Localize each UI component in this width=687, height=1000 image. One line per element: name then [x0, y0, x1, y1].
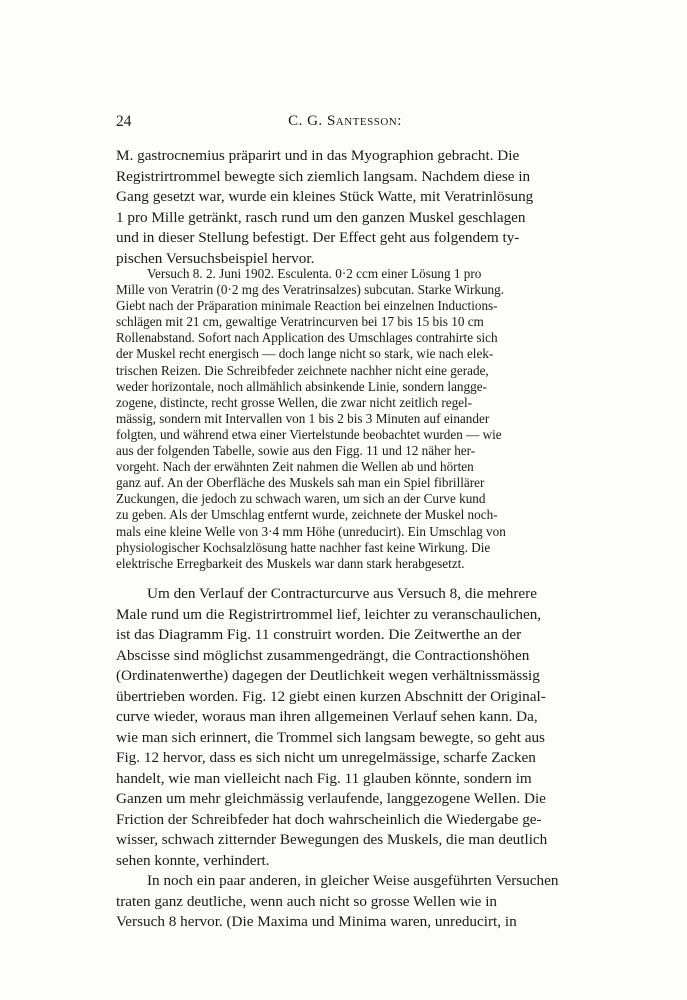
page-number: 24	[116, 113, 132, 130]
text-line: 1 pro Mille getränkt, rasch rund um den ganzen Muskel geschlagen	[116, 208, 526, 226]
text-line: zu geben. Als der Umschlag entfernt wurde, zeichnete der Muskel noch-	[116, 507, 498, 523]
text-line: aus der folgenden Tabelle, sowie aus den Figg. 11 und 12 näher her-	[116, 443, 476, 459]
paragraph-versuch-8	[116, 266, 574, 572]
text-line: wisser, schwach zitternder Bewegungen des Muskels, die man deutlich	[116, 831, 548, 848]
text-line: (Ordinatenwerthe) dagegen der Deutlichkeit wegen verhältnissmässig	[116, 667, 540, 684]
text-line: ganz auf. An der Oberfläche des Muskels sah man ein Spiel fibrillärer	[116, 475, 485, 491]
text-line: Fig. 12 hervor, dass es sich nicht um unregelmässige, scharfe Zacken	[116, 749, 536, 766]
text-line: zogene, distincte, recht grosse Wellen, die zwar nicht zeitlich regel-	[116, 394, 473, 410]
text-line: wie man sich erinnert, die Trommel sich langsam bewegte, so geht aus	[116, 728, 545, 746]
text-line: folgten, und während etwa einer Viertelstunde beobachtet wurden — wie	[116, 426, 502, 442]
text-line: elektrische Erregbarkeit des Muskels war dann stark herabgesetzt.	[116, 555, 465, 571]
text-line: sehen konnte, verhindert.	[116, 851, 270, 869]
text-line: Zuckungen, die jedoch zu schwach waren, um sich an der Curve kund	[116, 491, 486, 507]
text-line: Rollenabstand. Sofort nach Application des Umschlages contrahirte sich	[116, 330, 498, 346]
text-line: trischen Reizen. Die Schreibfeder zeichnete nachher nicht eine gerade,	[116, 362, 489, 378]
text-line: M. gastrocnemius präparirt und in das Myographion gebracht. Die	[116, 147, 520, 164]
author-initials: C. G.	[288, 113, 323, 129]
text-line: In noch ein paar anderen, in gleicher Weise ausgeführten Versuchen	[147, 872, 559, 889]
text-line: Ganzen um mehr gleichmässig verlaufende, langgezogene Wellen. Die	[116, 790, 546, 807]
text-line: der Muskel recht energisch — doch lange nicht so stark, wie nach elek-	[116, 346, 494, 362]
text-line: mässig, sondern mit Intervallen von 1 bis 2 bis 3 Minuten auf einander	[116, 410, 490, 426]
text-line: traten ganz deutliche, wenn auch nicht so grosse Wellen wie in	[116, 892, 498, 910]
text-line: schlägen mit 21 cm, gewaltige Veratrincurven bei 17 bis 15 bis 10 cm	[116, 314, 484, 330]
text-line: Friction der Schreibfeder hat doch wahrscheinlich die Wiedergabe ge-	[116, 810, 542, 828]
text-line: Registrirtrommel bewegte sich ziemlich langsam. Nachdem diese in	[116, 167, 531, 185]
text-line: Abscisse sind möglichst zusammengedrängt, die Contractionshöhen	[116, 646, 530, 664]
text-line: Versuch 8 hervor. (Die Maxima und Minima waren, unreducirt, in	[116, 913, 517, 930]
text-line: Versuch 8. 2. Juni 1902. Esculenta. 0·2 ccm einer Lösung 1 pro	[147, 266, 482, 281]
paragraph-1	[116, 146, 574, 270]
page-header	[116, 113, 574, 133]
paragraph-3	[116, 584, 574, 933]
text-line: und in dieser Stellung befestigt. Der Effect geht aus folgendem ty-	[116, 229, 520, 247]
text-line: Gang gesetzt war, wurde ein kleines Stück Watte, mit Veratrinlösung	[116, 188, 534, 206]
text-line: handelt, wie man vielleicht nach Fig. 11 glauben könnte, sondern im	[116, 769, 532, 787]
text-line: mals eine kleine Welle von 3·4 mm Höhe (unreducirt). Ein Umschlag von	[116, 523, 506, 539]
text-line: weder horizontale, noch allmählich absinkende Linie, sondern langge-	[116, 378, 487, 394]
text-line: vorgeht. Nach der erwähnten Zeit nahmen die Wellen ab und hörten	[116, 459, 474, 475]
text-line: Male rund um die Registrirtrommel lief, leichter zu veranschaulichen,	[116, 605, 542, 623]
text-line: übertrieben worden. Fig. 12 giebt einen kurzen Abschnitt der Original-	[116, 687, 546, 705]
text-line: pischen Versuchsbeispiel hervor.	[116, 249, 315, 267]
text-line: physiologischer Kochsalzlösung hatte nachher fast keine Wirkung. Die	[116, 539, 491, 555]
author-surname: Santesson:	[326, 113, 402, 129]
text-line: Um den Verlauf der Contracturcurve aus Versuch 8, die mehrere	[147, 585, 537, 602]
text-line: curve wieder, woraus man ihren allgemeinen Verlauf sehen kann. Da,	[116, 708, 538, 725]
running-head	[116, 113, 574, 130]
text-line: ist das Diagramm Fig. 11 construirt worden. Die Zeitwerthe an der	[116, 626, 522, 643]
text-line: Mille von Veratrin (0·2 mg des Veratrinsalzes) subcutan. Starke Wirkung.	[116, 282, 505, 298]
text-line: Giebt nach der Präparation minimale Reaction bei einzelnen Inductions-	[116, 298, 498, 314]
